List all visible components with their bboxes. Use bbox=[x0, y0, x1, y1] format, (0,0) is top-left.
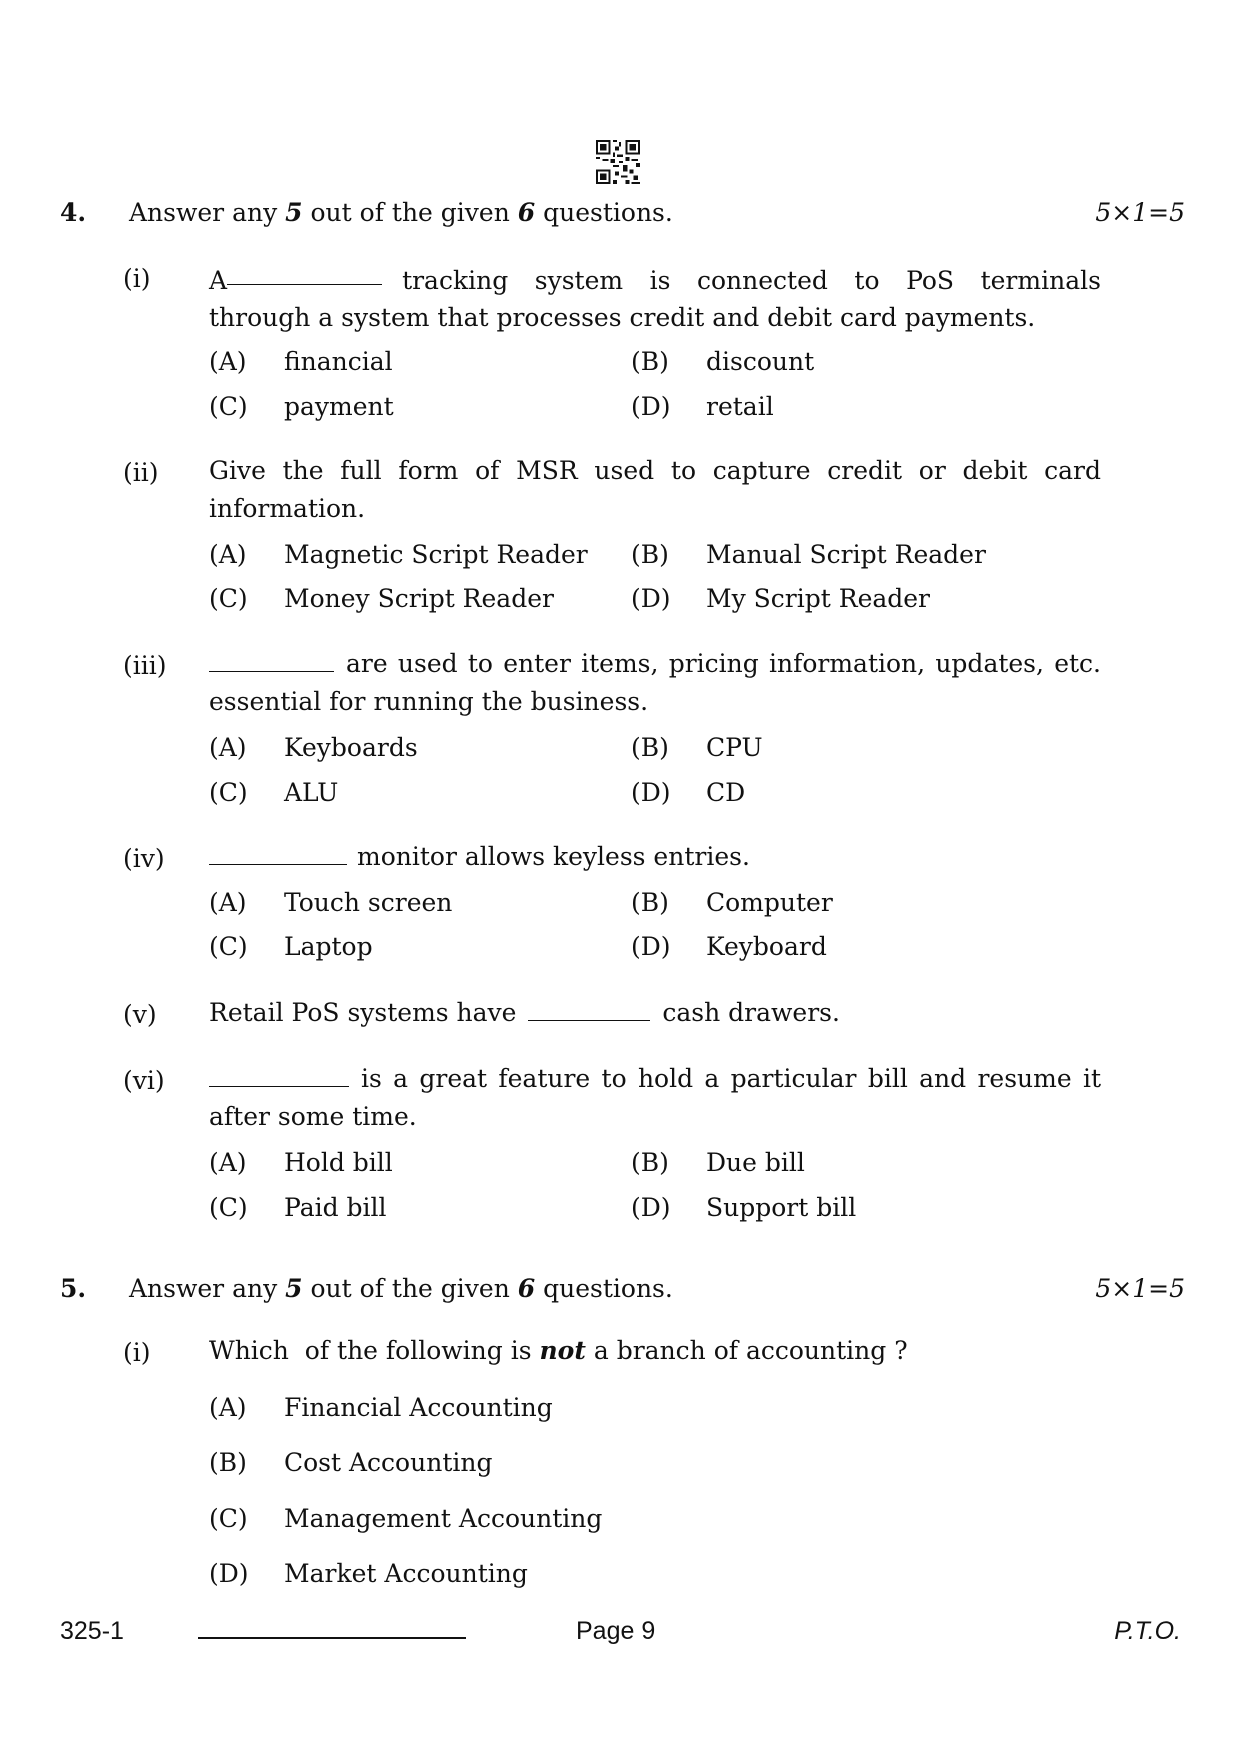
sub-question-number: (iii) bbox=[123, 651, 167, 680]
question-text: Which of the following is not a branch of accounting ? bbox=[209, 1336, 908, 1365]
question-text: are used to enter items, pricing information, updates, etc. bbox=[209, 649, 1101, 678]
section-instruction: Answer any 5 out of the given 6 questions. bbox=[129, 198, 673, 227]
sub-question-number: (i) bbox=[123, 264, 151, 293]
question-text: Give the full form of MSR used to capture credit or debit card bbox=[209, 456, 1101, 485]
sub-question-number: (vi) bbox=[123, 1066, 165, 1095]
question-text-continued: information. bbox=[209, 494, 366, 523]
sub-question-number: (iv) bbox=[123, 844, 165, 873]
question-text-continued: after some time. bbox=[209, 1102, 417, 1131]
paper-code: 325-1 bbox=[60, 1617, 124, 1645]
footer-divider bbox=[198, 1637, 466, 1639]
question-number: 5. bbox=[60, 1274, 87, 1303]
question-text: A tracking system is connected to PoS terminals through a system that processes credit and debit card payments. bbox=[209, 262, 1101, 337]
section-4-header bbox=[60, 198, 1185, 238]
section-instruction: Answer any 5 out of the given 6 questions. bbox=[129, 1274, 673, 1303]
section-5-header bbox=[60, 1274, 1185, 1314]
sub-question-number: (i) bbox=[123, 1338, 151, 1367]
page-number: Page 9 bbox=[576, 1617, 656, 1645]
marks-label: 5×1=5 bbox=[1095, 198, 1185, 227]
question-text-continued: essential for running the business. bbox=[209, 687, 649, 716]
question-number: 4. bbox=[60, 198, 87, 227]
sub-question-number: (ii) bbox=[123, 458, 159, 487]
sub-question-number: (v) bbox=[123, 1000, 157, 1029]
question-text: is a great feature to hold a particular bill and resume it bbox=[209, 1064, 1101, 1093]
marks-label: 5×1=5 bbox=[1095, 1274, 1185, 1303]
question-text: monitor allows keyless entries. bbox=[209, 842, 750, 871]
qr-code bbox=[596, 140, 640, 184]
question-text: Retail PoS systems have cash drawers. bbox=[209, 998, 840, 1027]
pto-label: P.T.O. bbox=[1114, 1617, 1181, 1645]
